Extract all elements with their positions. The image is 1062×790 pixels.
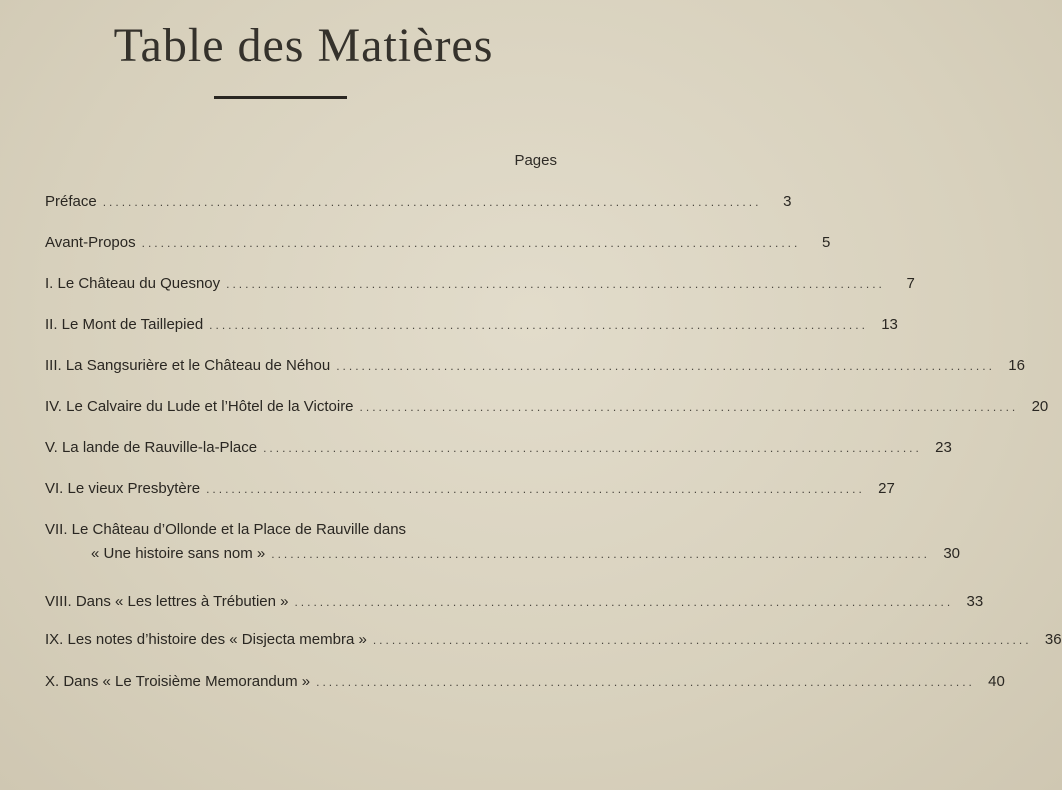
leader-dots: ........................................................................................................ [271,547,930,561]
toc-entry-page: 36 [1044,631,1062,648]
toc-entry-page: 20 [1031,398,1049,415]
leader-dots: ........................................................................................................ [316,675,975,689]
toc-entry-chapter-7 [45,518,960,566]
toc-entry-page: 3 [783,193,792,210]
leader-dots: ........................................................................................................ [102,195,762,209]
leader-dots: ........................................................................................................ [359,400,1019,414]
leader-dots: ........................................................................................................ [209,318,868,332]
toc-entry-page: 23 [935,439,952,456]
toc-entry-label: X. Dans « Le Troisième Memorandum » [45,673,311,690]
toc-entry-page: 30 [943,545,960,562]
toc-entry-page: 7 [906,275,915,292]
leader-dots: ........................................................................................................ [372,633,1032,647]
leader-dots: ........................................................................................................ [226,277,885,291]
toc-entry-label: IX. Les notes d’histoire des « Disjecta membra » [45,631,367,648]
toc-entry-avant-propos [45,231,831,255]
toc-entry-chapter-8 [45,590,984,614]
toc-entry-chapter-2 [45,313,898,337]
leader-dots: ........................................................................................................ [336,359,995,373]
toc-entry-label: VI. Le vieux Presbytère [45,480,201,497]
toc-entry-page: 13 [881,316,898,333]
toc-entry-label: IV. Le Calvaire du Lude et l’Hôtel de la Victoire [45,398,354,415]
toc-entry-page: 16 [1008,357,1025,374]
toc-entry-chapter-10 [45,670,1005,694]
title-rule [214,96,347,99]
toc-entry-label: I. Le Château du Quesnoy [45,275,221,292]
toc-entry-page: 5 [822,234,831,251]
toc-entry-page: 27 [878,480,895,497]
toc-entry-label-line2: « Une histoire sans nom » [91,545,266,562]
toc-entry-chapter-3 [45,354,1025,378]
toc-entry-page: 33 [966,593,984,610]
toc-entry-chapter-9 [45,628,1062,652]
leader-dots: ........................................................................................................ [141,236,801,250]
page-title: Table des Matières [113,19,494,72]
toc-entry-label: III. La Sangsurière et le Château de Néhou [45,357,331,374]
toc-entry-page: 40 [988,673,1005,690]
toc-entry-label: Préface [45,193,97,210]
leader-dots: ........................................................................................................ [206,482,865,496]
toc-entry-label-line1: VII. Le Château d’Ollonde et la Place de Rauville dans [45,521,407,538]
toc-entry-preface [45,190,792,214]
toc-entry-label: Avant-Propos [45,234,136,251]
toc-entry-label: II. Le Mont de Taillepied [45,316,204,333]
toc-entry-chapter-6 [45,477,895,501]
pages-column-header: Pages [514,152,557,169]
toc-entry-chapter-5 [45,436,952,460]
toc-entry-label: VIII. Dans « Les lettres à Trébutien » [45,593,289,610]
toc-entry-chapter-1 [45,272,915,296]
toc-entry-label: V. La lande de Rauville-la-Place [45,439,258,456]
leader-dots: ........................................................................................................ [294,595,954,609]
leader-dots: ........................................................................................................ [263,441,922,455]
toc-entry-chapter-4 [45,395,1049,419]
